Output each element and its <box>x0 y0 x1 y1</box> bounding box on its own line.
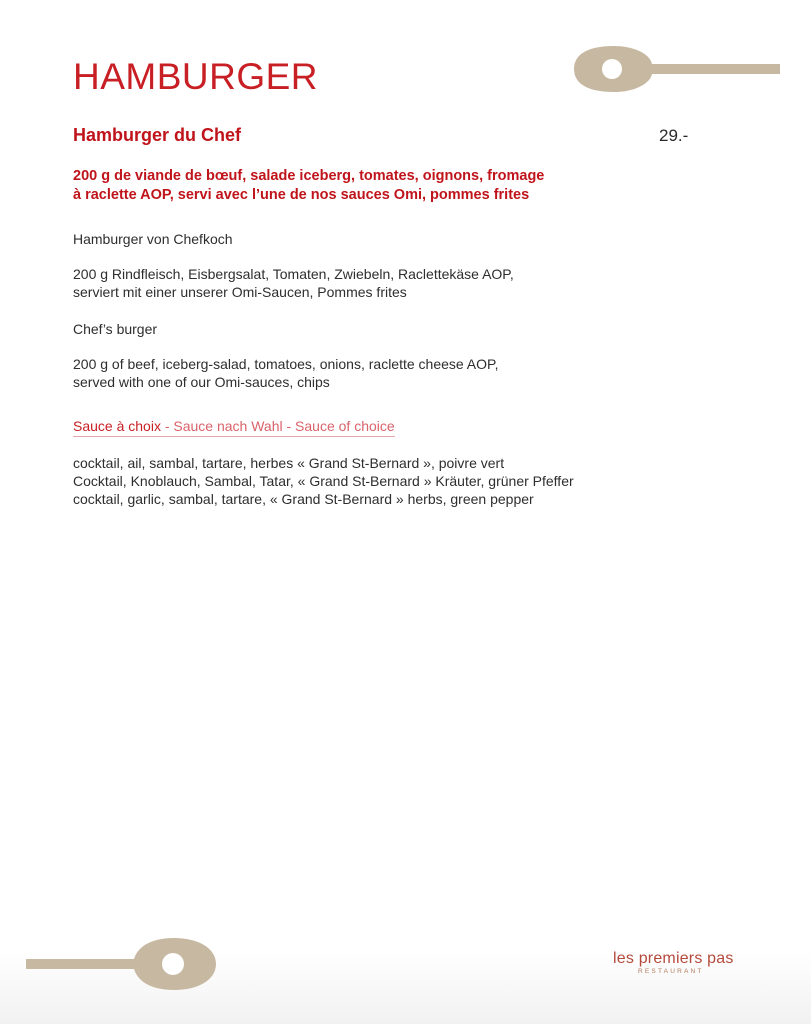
description-fr-line: à raclette AOP, servi avec l’une de nos sauces Omi, pommes frites <box>73 187 530 203</box>
sauce-heading-fr: Sauce à choix <box>73 418 161 434</box>
description-en-line: 200 g of beef, iceberg-salad, tomatoes, onions, raclette cheese AOP, <box>73 356 499 372</box>
item-description-de <box>73 265 673 301</box>
logo-subtitle: RESTAURANT <box>638 968 704 975</box>
sauce-list-en: cocktail, garlic, sambal, tartare, « Grand St-Bernard » herbs, green pepper <box>73 491 534 507</box>
description-en-line: served with one of our Omi-sauces, chips <box>73 374 330 390</box>
spoon-icon <box>572 44 782 94</box>
restaurant-logo <box>613 950 734 975</box>
sauce-heading <box>73 417 395 437</box>
logo-wordmark: les premiers pas <box>613 950 734 967</box>
sauce-heading-translations: - Sauce nach Wahl - Sauce of choice <box>160 418 395 434</box>
item-description-fr <box>73 167 633 205</box>
section-title: HAMBURGER <box>73 56 319 97</box>
item-name: Hamburger du Chef <box>73 125 242 145</box>
sauce-list-de: Cocktail, Knoblauch, Sambal, Tatar, « Grand St-Bernard » Kräuter, grüner Pfeffer <box>73 473 574 489</box>
description-de-line: 200 g Rindfleisch, Eisbergsalat, Tomaten, Zwiebeln, Raclettekäse AOP, <box>73 266 514 282</box>
description-de-line: serviert mit einer unserer Omi-Saucen, Pommes frites <box>73 284 407 300</box>
item-price: 29.- <box>659 126 689 145</box>
sauce-list <box>73 454 673 508</box>
description-fr-line: 200 g de viande de bœuf, salade iceberg, tomates, oignons, fromage <box>73 168 545 184</box>
item-name-en: Chef’s burger <box>73 321 158 337</box>
spoon-icon <box>26 936 218 992</box>
item-description-en <box>73 355 673 391</box>
item-name-de: Hamburger von Chefkoch <box>73 231 233 247</box>
sauce-list-fr: cocktail, ail, sambal, tartare, herbes « Grand St-Bernard », poivre vert <box>73 455 505 471</box>
